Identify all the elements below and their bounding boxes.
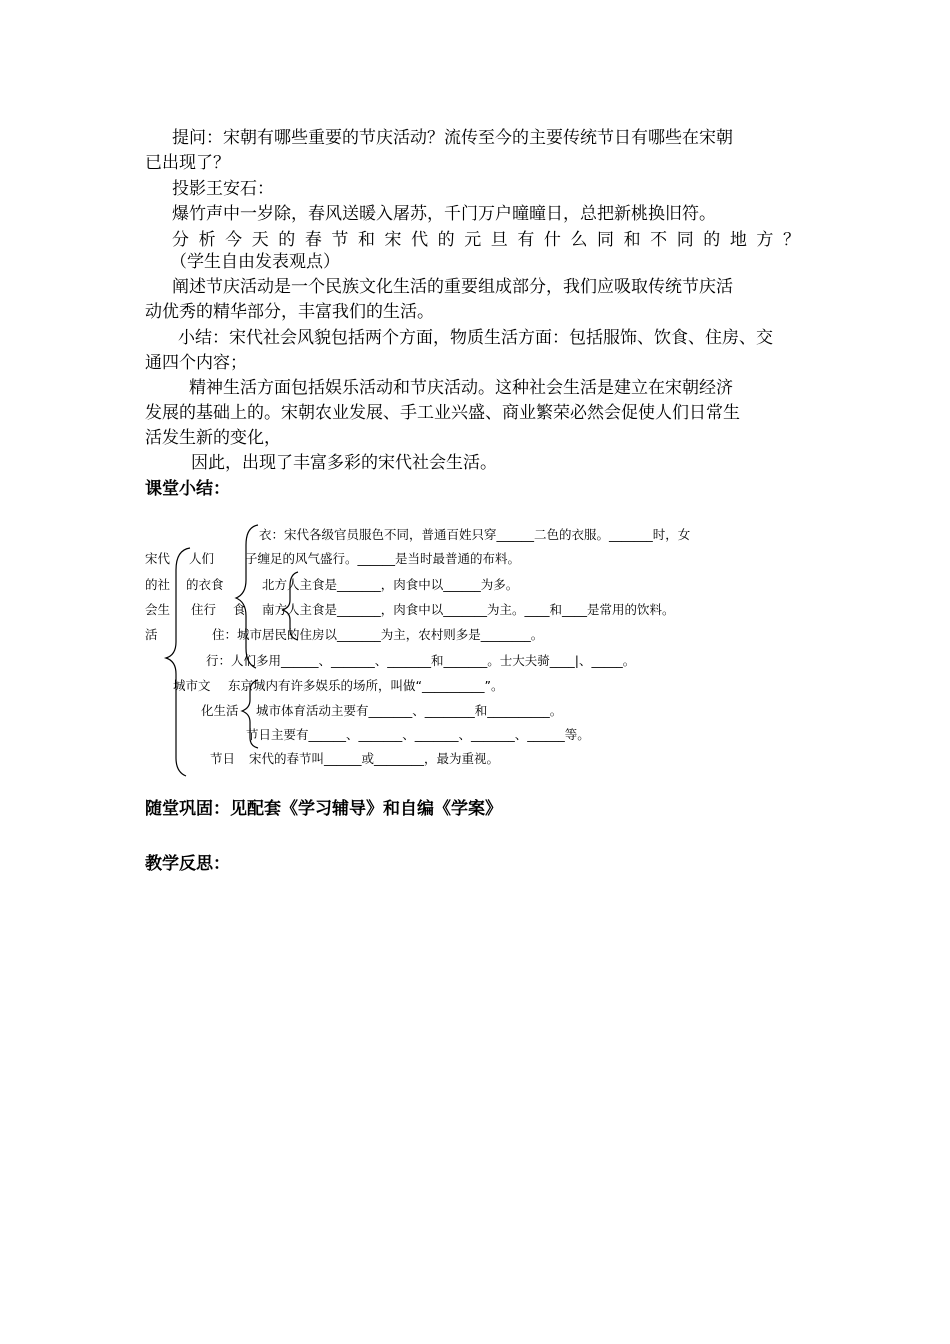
analyze-char: 什: [543, 230, 561, 250]
root-label-1: 宋代: [145, 551, 171, 566]
root-label-4: 活: [145, 627, 158, 642]
analyze-char: 和: [357, 230, 375, 250]
analyze-char: 的: [437, 230, 455, 250]
analyze-char: 地: [729, 230, 747, 250]
daily-label-2: 的衣食: [186, 577, 224, 592]
analyze-char: 么: [570, 230, 588, 250]
analyze-char: 元: [464, 230, 482, 250]
food-label: 食: [233, 602, 246, 617]
analyze-char: 同: [597, 230, 614, 250]
entertainment-line: 东京城内有许多娱乐的场所，叫做“__________”。: [228, 678, 504, 693]
analyze-char: ？: [782, 230, 800, 250]
summary-line-1: 小结：宋代社会风貌包括两个方面，物质生活方面：包括服饰、饮食、住房、交: [178, 328, 773, 348]
student-note: （学生自由发表观点）: [170, 252, 340, 272]
food-north-line: 北方人主食是_______，肉食中以______为多。: [262, 577, 519, 592]
class-summary-heading: 课堂小结：: [145, 479, 230, 499]
analyze-char: 同: [676, 230, 694, 250]
spring-festival-line: 宋代的春节叫______或________，最为重视。: [249, 751, 500, 766]
projection-label: 投影王安石：: [172, 179, 274, 199]
festival-main-line: 节日主要有______、_______、_______、_______、______等。: [246, 727, 590, 742]
analyze-char: 有: [517, 230, 535, 250]
festival-label: 节日: [210, 751, 236, 766]
analyze-char: 的: [278, 230, 296, 250]
city-culture-label-2: 化生活: [201, 703, 239, 718]
daily-label-3: 住行: [191, 602, 217, 617]
question-line-2: 已出现了？: [145, 153, 230, 173]
sports-line: 城市体育活动主要有_______、________和__________。: [256, 703, 563, 718]
analyze-char: 代: [411, 230, 429, 250]
summary-line-2: 通四个内容；: [145, 353, 247, 373]
analyze-char: 春: [304, 230, 322, 250]
explanation-line-1: 阐述节庆活动是一个民族文化生活的重要组成部分，我们应吸取传统节庆活: [172, 277, 733, 297]
consolidation-line: 随堂巩固：见配套《学习辅导》和自编《学案》: [145, 799, 502, 819]
food-south-line: 南方人主食是_______，肉食中以_______为主。____和____是常用的饮料。: [262, 602, 675, 617]
analyze-char: 天: [251, 230, 269, 250]
analyze-char: 不: [650, 230, 668, 250]
spiritual-line-1: 精神生活方面包括娱乐活动和节庆活动。这种社会生活是建立在宋朝经济: [189, 378, 733, 398]
root-label-2: 的社: [145, 577, 171, 592]
housing-line: 住：城市居民的住房以_______为主，农村则多是________。: [212, 627, 544, 642]
daily-brace: [236, 525, 258, 668]
explanation-line-2: 动优秀的精华部分，丰富我们的生活。: [145, 302, 434, 322]
daily-label-1: 人们: [189, 551, 215, 566]
spiritual-line-2: 发展的基础上的。宋朝农业发展、手工业兴盛、商业繁荣必然会促使人们日常生: [145, 403, 740, 423]
analyze-char: 和: [623, 230, 641, 250]
clothing-line-1: 衣：宋代各级官员服色不同，普通百姓只穿______二色的衣服。_______时，女: [259, 527, 691, 542]
poem-line: 爆竹声中一岁除，春风送暖入屠苏，千门万户曈曈日，总把新桃换旧符。: [172, 204, 716, 224]
spiritual-line-3: 活发生新的变化，: [145, 428, 281, 448]
teaching-reflection-heading: 教学反思：: [145, 854, 230, 874]
analyze-char: 分: [172, 230, 189, 250]
therefore-line: 因此，出现了丰富多彩的宋代社会生活。: [191, 453, 497, 473]
analyze-char: 宋: [384, 230, 402, 250]
analyze-char: 今: [225, 230, 243, 250]
analyze-char: 节: [331, 230, 349, 250]
root-label-3: 会生: [145, 602, 171, 617]
clothing-line-2: 子缠足的风气盛行。______是当时最普通的布料。: [245, 551, 521, 566]
analyze-char: 方: [756, 230, 774, 250]
analyze-char: 的: [703, 230, 721, 250]
question-line-1: 提问：宋朝有哪些重要的节庆活动？流传至今的主要传统节日有哪些在宋朝: [172, 128, 733, 148]
transport-line: 行：人们多用______、_______、_______和_______。士大夫骑____|、_____。: [206, 653, 636, 668]
city-culture-label-1: 城市文: [173, 678, 211, 693]
analyze-char: 旦: [490, 230, 508, 250]
analyze-char: 析: [198, 230, 216, 250]
